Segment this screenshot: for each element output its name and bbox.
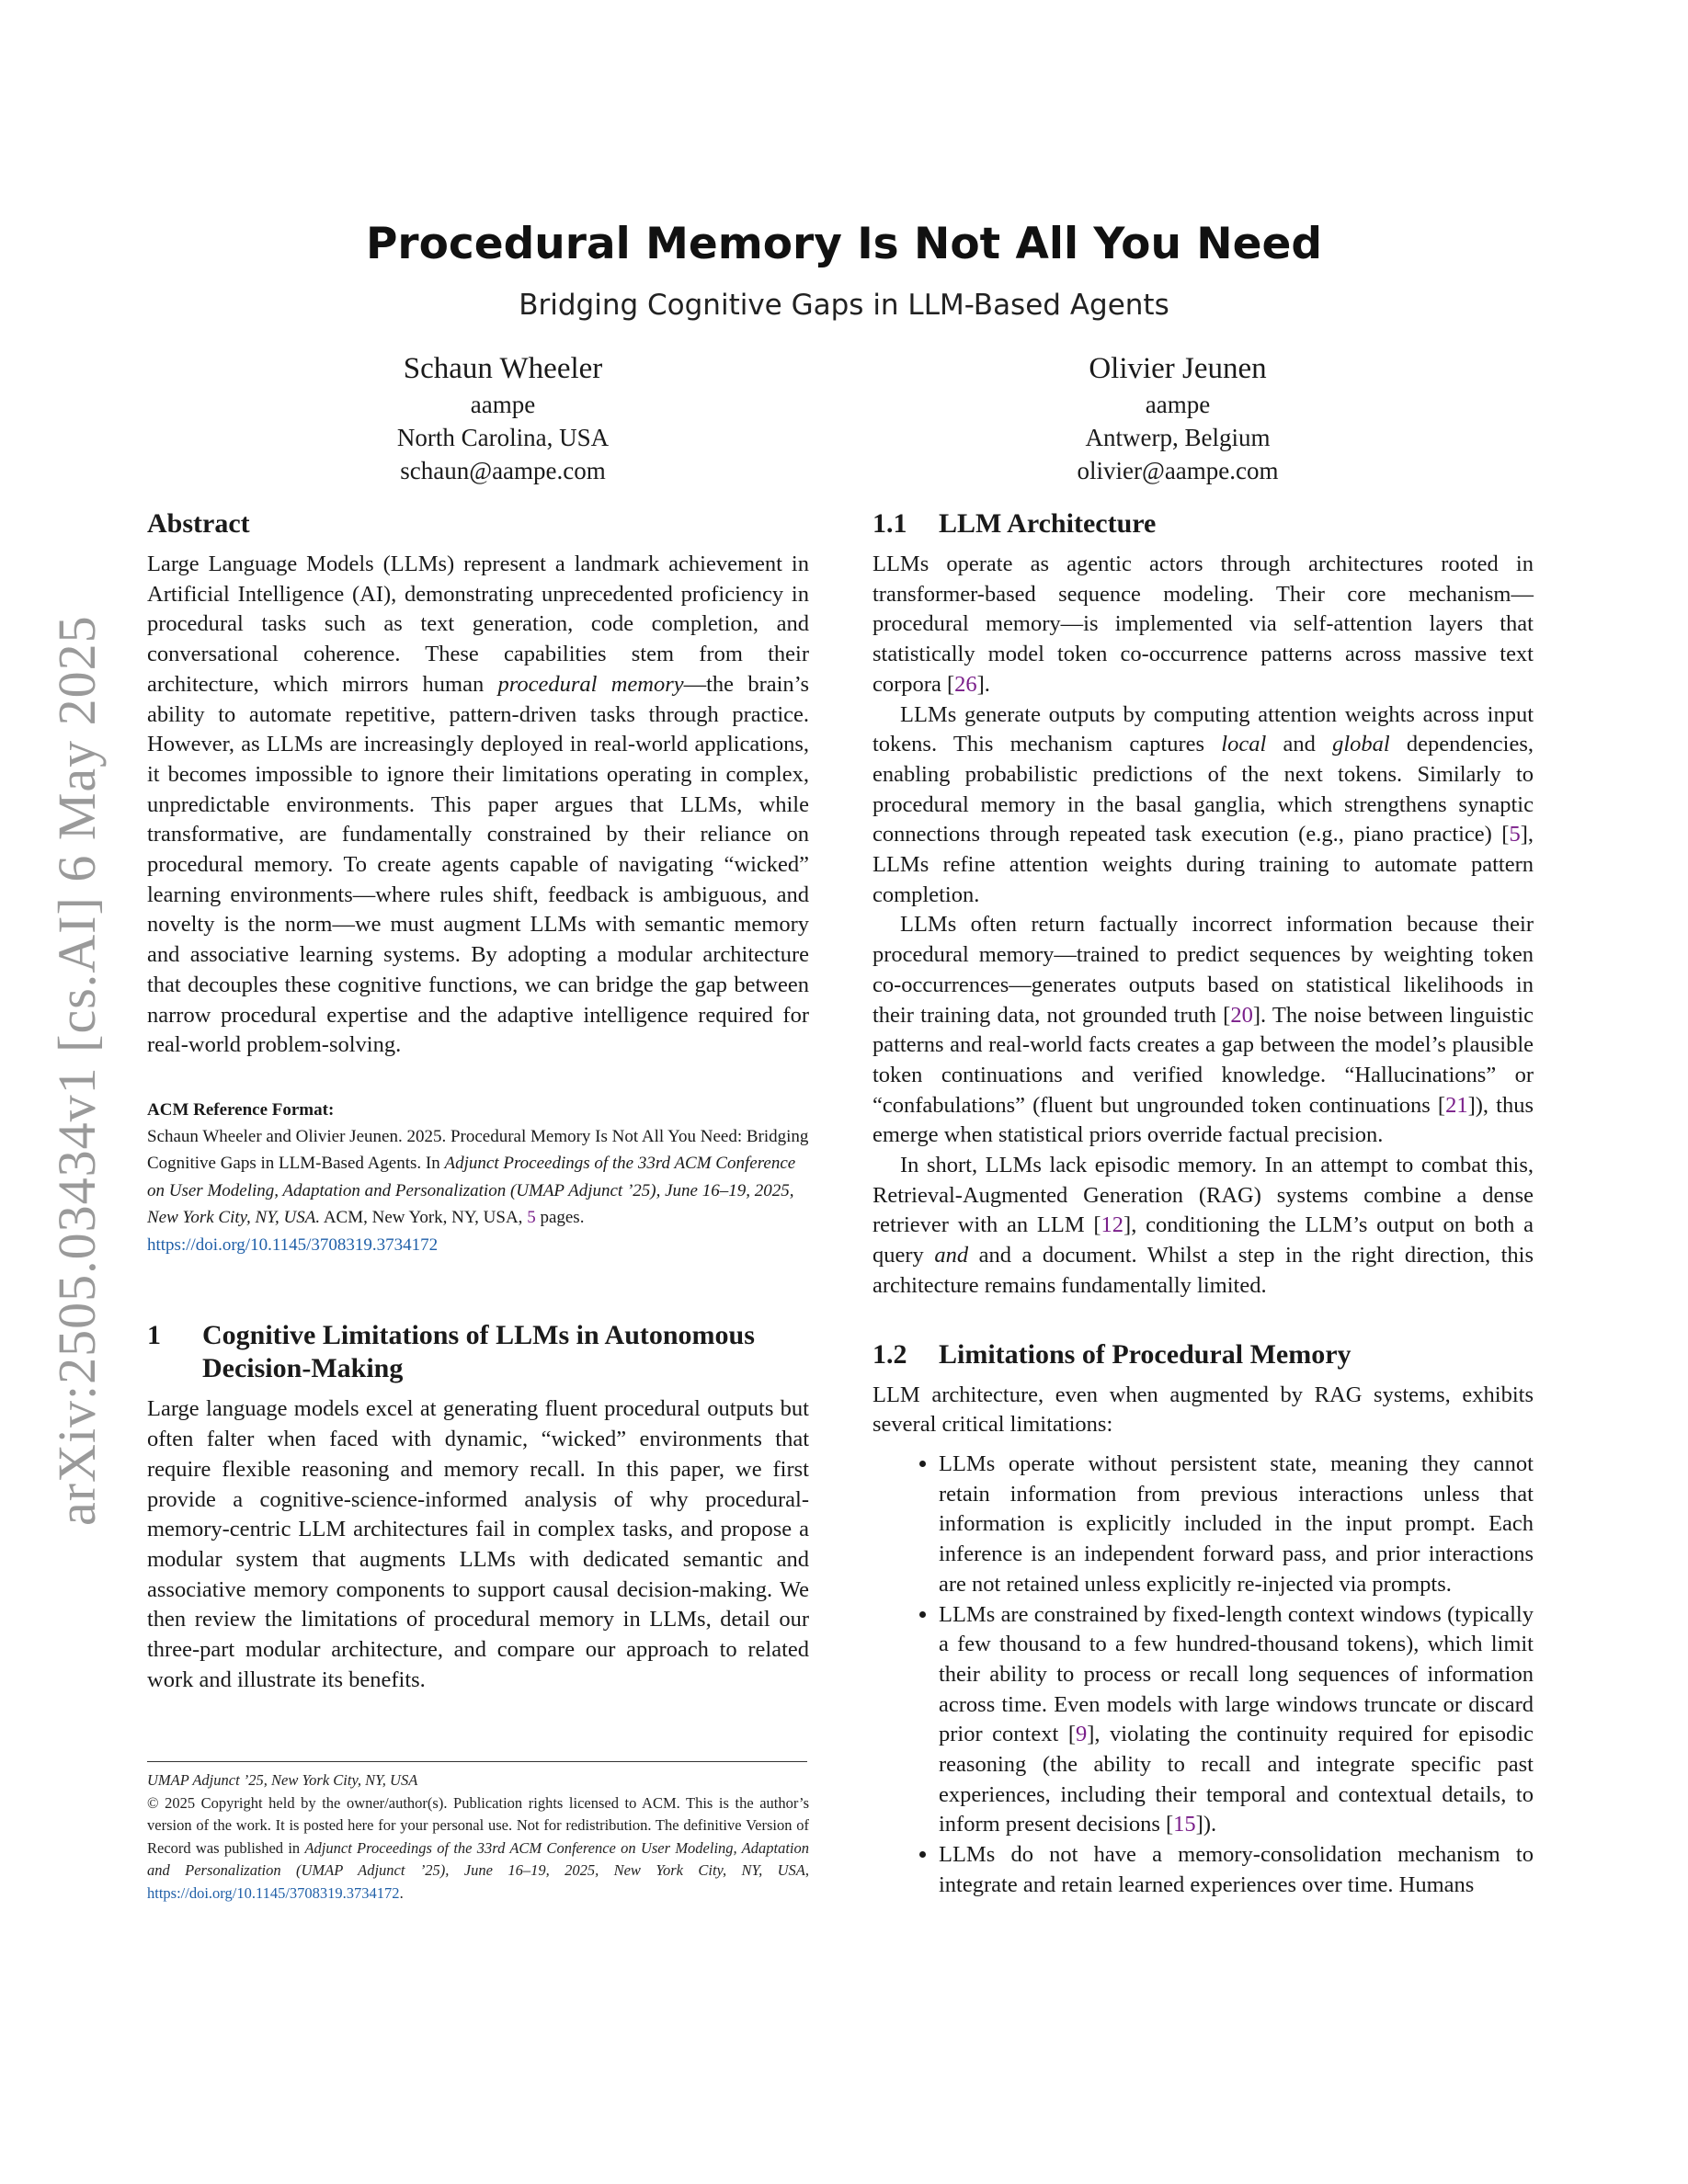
abstract-text-part: —the brain’s ability to automate repetitive, pattern-driven tasks through practice. However, as LLMs are increasingly deployed in real-world applications, it becomes impossible to ignore their limitations operating in complex, unpredictable environments. This paper argues that LLMs, while transformative, are fundamentally constrained by their reliance on procedural memory. To create agents capable of navigating “wicked” learning environments—where rules shift, feedback is ambiguous, and novelty is the norm—we must augment LLMs with semantic memory and associative learning systems. By adopting a modular architecture that decouples these cognitive functions, we can bridge the gap between narrow procedural expertise and the adaptive intelligence required for real-world problem-solving. [147,671,809,1058]
paragraph-part: ], LLMs refine attention weights during training to automate pattern completion. [873,822,1534,907]
footnote-doi-link[interactable]: https://doi.org/10.1145/3708319.3734172 [147,1883,400,1902]
list-item: • LLMs do not have a memory-consolidation mechanism to integrate and retain learned experiences over time. Humans [939,1840,1534,1900]
footnote-venue: UMAP Adjunct ’25, New York City, NY, USA [147,1771,418,1789]
paragraph-part: ]. [976,671,990,697]
author-block-1 [273,349,733,487]
paragraph-part: ]), thus emerge when statistical priors override factual precision. [873,1092,1534,1148]
list-item-part: ], violating the continuity required for episodic reasoning (the ability to recall and integrate specific past experiences, including their temporal and contextual details, to inform present decisions [ [939,1722,1534,1837]
section-title: Cognitive Limitations of LLMs in Autonomous Decision-Making [202,1320,755,1384]
section-1-body: Large language models excel at generating fluent procedural outputs but often falter when faced with dynamic, “wicked” environments that require flexible reasoning and memory recall. In this paper, we first provide a cognitive-science-informed analysis of why procedural-memory-centric LLM architectures fail in complex tasks, and propose a modular system that augments LLMs with dedicated semantic and associative memory components to support causal decision-making. We then review the limitations of procedural memory in LLMs, detail our three-part modular architecture, and compare our approach to related work and illustrate its benefits. [147,1396,809,1692]
citation-link[interactable]: 9 [1075,1722,1088,1747]
author-location: North Carolina, USA [396,424,610,451]
acm-reference-heading: ACM Reference Format: [147,1099,335,1120]
author-location: Antwerp, Belgium [1085,424,1271,451]
acm-reference-text [147,1123,809,1259]
author-affiliation: aampe [470,391,536,418]
author-name: Schaun Wheeler [403,352,603,385]
arxiv-stamp: arXiv:2505.03434v1 [cs.AI] 6 May 2025 [47,615,107,1526]
left-column [147,507,809,1695]
section-1-1-paragraph-1 [873,550,1534,700]
section-number: 1.1 [873,508,907,539]
section-1-heading [147,1319,809,1385]
acm-reference-part: Schaun Wheeler and Olivier Jeunen. 2025. Procedural Memory Is Not All You Need: Bridging Cognitive Gaps in LLM-Based Agents. In [147,1126,809,1174]
acm-reference-part: pages. [535,1208,585,1228]
section-1-1-paragraph-4 [873,1151,1534,1302]
citation-link[interactable]: 12 [1101,1212,1124,1238]
doi-link[interactable]: https://doi.org/10.1145/3708319.3734172 [147,1234,439,1255]
right-column [873,507,1534,1901]
paragraph-part: dependencies, enabling probabilistic predictions of the next tokens. Similarly to procedural memory in the basal ganglia, which strengthens synaptic connections through repeated task execution (e.g., piano practice) [ [873,732,1534,847]
paragraph-part: and [1266,732,1333,757]
section-1-2-heading [873,1338,1534,1371]
footnote-venue-italic: Adjunct Proceedings of the 33rd ACM Conference on User Modeling, Adaptation and Personalization (UMAP Adjunct ’25), June 16–19, 2025, New York City, NY, USA [147,1838,809,1879]
paragraph-part: LLMs generate outputs by computing attention weights across input tokens. This mechanism captures [873,701,1534,757]
section-number: 1 [147,1320,161,1351]
list-item [939,1600,1534,1841]
paragraph-part: ], conditioning the LLM’s output on both a query [873,1212,1534,1268]
section-1-1-paragraph-2 [873,700,1534,911]
section-number: 1.2 [873,1338,907,1370]
abstract-text-part: Large Language Models (LLMs) represent a landmark achievement in Artificial Intelligence (AI), demonstrating unprecedented proficiency in procedural tasks such as text generation, code completion, and conversational coherence. These capabilities stem from their architecture, which mirrors human [147,552,809,697]
footnote-rule [147,1761,807,1762]
footnote-copyright [147,1792,809,1905]
list-item: • LLMs operate without persistent state, meaning they cannot retain information from previous interactions unless that information is explicitly included in the input prompt. Each inference is an independent forward pass, and prior interactions are not retained unless explicitly re-injected via prompts. [939,1450,1534,1600]
paragraph-part: LLMs operate as agentic actors through architectures rooted in transformer-based sequence modeling. Their core mechanism—procedural memory—is implemented via self-attention layers that statistically model token co-occurrence patterns across massive text corpora [ [873,552,1534,697]
citation-link[interactable]: 15 [1173,1812,1196,1837]
section-1-1-heading [873,507,1534,540]
paragraph-part: ]. The noise between linguistic patterns and real-world facts creates a gap between the model’s plausible token continuations and verified knowledge. “Hallucinations” or “confabulations” (fluent but ungrounded token continuations [ [873,1002,1534,1118]
list-item-part: ]). [1195,1812,1217,1837]
section-1-2-intro: LLM architecture, even when augmented by RAG systems, exhibits several critical limitations: [873,1382,1534,1438]
abstract-heading: Abstract [147,508,250,539]
citation-link[interactable]: 21 [1445,1092,1468,1118]
section-title: Limitations of Procedural Memory [939,1338,1352,1370]
author-email: schaun@aampe.com [400,457,606,484]
section-1-1-paragraph-3 [873,910,1534,1151]
author-affiliation: aampe [1145,391,1211,418]
emphasis: and [934,1243,969,1268]
paper-subtitle: Bridging Cognitive Gaps in LLM-Based Agents [519,289,1169,322]
paragraph-part: LLMs often return factually incorrect information because their procedural memory—trained to predict sequences by weighting token co-occurrences—generates outputs based on statistical likelihoods in their training data, not grounded truth [ [873,912,1534,1028]
emphasis: global [1332,732,1390,757]
paragraph-part: and a document. Whilst a step in the right direction, this architecture remains fundamentally limited. [873,1243,1534,1298]
footnote-part: , [804,1861,809,1879]
footnote [147,1769,809,1905]
acm-reference-part: ACM, New York, NY, USA, [320,1208,528,1228]
abstract-emphasis: procedural memory [497,671,684,697]
citation-link[interactable]: 20 [1230,1002,1253,1028]
limitations-list [873,1450,1534,1901]
emphasis: local [1221,732,1267,757]
abstract-text [147,550,809,1061]
list-item-part: LLMs are constrained by fixed-length context windows (typically a few thousand to a few hundred-thousand tokens), which limit their ability to process or recall long sequences of information across time. Even models with large windows truncate or discard prior context [ [939,1601,1534,1747]
citation-link[interactable]: 5 [1509,822,1521,847]
author-email: olivier@aampe.com [1077,457,1279,484]
footnote-part: © 2025 Copyright held by the owner/author(s). Publication rights licensed to ACM. This is the author’s version of the work. It is posted here for your personal use. Not for redistribution. The definitive Version of Record was published in [147,1793,809,1857]
citation-link[interactable]: 26 [954,671,977,697]
footnote-part: . [399,1883,404,1902]
author-block-2 [948,349,1408,487]
pages-link[interactable]: 5 [527,1208,536,1228]
author-name: Olivier Jeunen [1089,352,1267,385]
paper-title: Procedural Memory Is Not All You Need [365,219,1322,269]
paragraph-part: In short, LLMs lack episodic memory. In an attempt to combat this, Retrieval-Augmented Generation (RAG) systems combine a dense retriever with an LLM [ [873,1153,1534,1238]
section-title: LLM Architecture [939,508,1157,539]
acm-reference-venue: Adjunct Proceedings of the 33rd ACM Conference on User Modeling, Adaptation and Personalization (UMAP Adjunct ’25), June 16–19, 2025, New York City, NY, USA. [147,1154,796,1228]
